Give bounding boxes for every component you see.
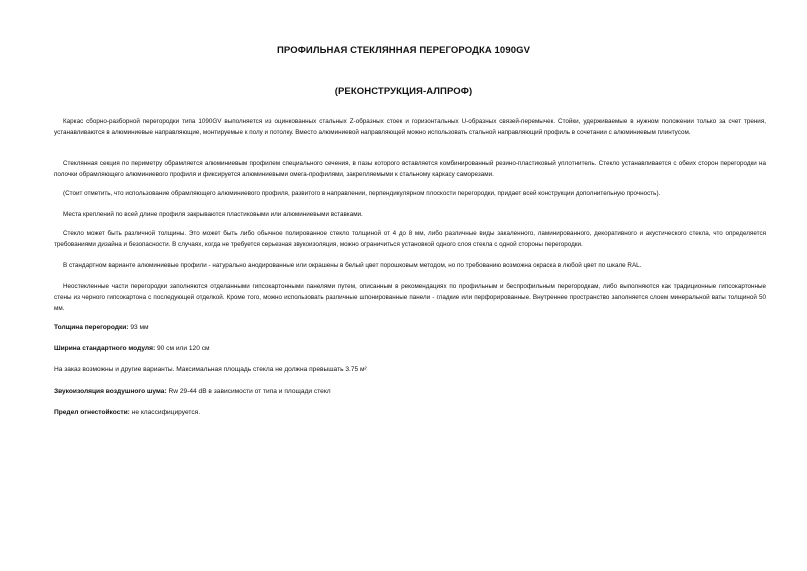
- paragraph-note: (Стоит отметить, что использование обрамляющего алюминиевого профиля, развитого в направлении, перпендикулярном плоскости перегородки, придает всей конструкции дополнительную прочность).: [63, 190, 661, 197]
- property-thickness: [54, 322, 766, 333]
- property-sound-value: Rw 29-44 dB в зависимости от типа и площади стекл: [166, 388, 331, 395]
- paragraph-solid-parts: Неостекленные части перегородки заполняются отделанными гипсокартонными панелями путем, описанным в рекомендациях по профильным и беспрофильным перегородкам, либо выполняются как традиционные гипсокартонные стены из черного гипсокартона с последующей отделкой. Кроме того, можно использовать различные шпонированные панели - гладкие или перфорированные. Внутреннее пространство заполняется слоем минеральной ваты толщиной 50 мм.: [54, 283, 766, 312]
- property-module-width: [54, 343, 766, 354]
- property-fire-label: Предел огнестойкости:: [54, 409, 130, 416]
- document-title: ПРОФИЛЬНАЯ СТЕКЛЯННАЯ ПЕРЕГОРОДКА 1090GV: [276, 45, 531, 56]
- paragraph-finish: В стандартном варианте алюминиевые профили - натурально анодированные или окрашены в белый цвет порошковым методом, но по требованию возможна окраска в любой цвет по шкале RAL.: [63, 262, 642, 269]
- paragraph-glass-thickness: Стекло может быть различной толщины. Это может быть либо обычное полированное стекло толщиной от 4 до 8 мм, либо различные виды закаленного, ламинированного, декоративного и акустического стекла, что определяется требованиями дизайна и безопасности. В случаях, когда не требуется серьезная звукоизоляция, можно ограничиться установкой одного слоя стекла с одной стороны перегородки.: [54, 230, 766, 248]
- paragraph-frame: Каркас сборно-разборной перегородки типа 1090GV выполняется из оцинкованных стальных Z-образных стоек и горизонтальных U-образных связей-перемычек. Стойки, удерживаемые в нужном положении только за счет трения, устанавливаются в алюминиевые направляющие, монтируемые к полу и потолку. Вместо алюминиевой направляющей можно использовать стальной направляющий профиль в сочетании с алюминиевым плинтусом.: [54, 118, 766, 136]
- property-fire-value: не классифицируется.: [129, 409, 201, 416]
- property-custom-note: На заказ возможны и другие варианты. Максимальная площадь стекла не должна превышать 3.75 м²: [54, 366, 367, 373]
- property-fire-resistance: [54, 407, 766, 418]
- property-thickness-value: 93 мм: [128, 324, 149, 331]
- property-thickness-label: Толщина перегородки:: [54, 324, 129, 331]
- property-sound-label: Звукоизоляция воздушного шума:: [54, 388, 167, 395]
- property-module-width-label: Ширина стандартного модуля:: [54, 345, 156, 352]
- property-sound-insulation: [54, 386, 766, 397]
- paragraph-fixings: Места креплений по всей длине профиля закрываются пластиковыми или алюминиевыми вставками.: [63, 211, 363, 218]
- paragraph-glass-section: Стеклянная секция по периметру обрамляется алюминиевым профилем специального сечения, в пазы которого вставляется комбинированный резино-пластиковый уплотнитель. Стекло устанавливается с обеих сторон перегородки на полочки обрамляющего алюминиевого профиля и фиксируется алюминиевыми омега-профилями, закрепляемыми к стальному каркасу саморезами.: [54, 160, 766, 178]
- property-module-width-value: 90 см или 120 см: [155, 345, 210, 352]
- document-subtitle: (РЕКОНСТРУКЦИЯ-АЛПРОФ): [334, 86, 473, 97]
